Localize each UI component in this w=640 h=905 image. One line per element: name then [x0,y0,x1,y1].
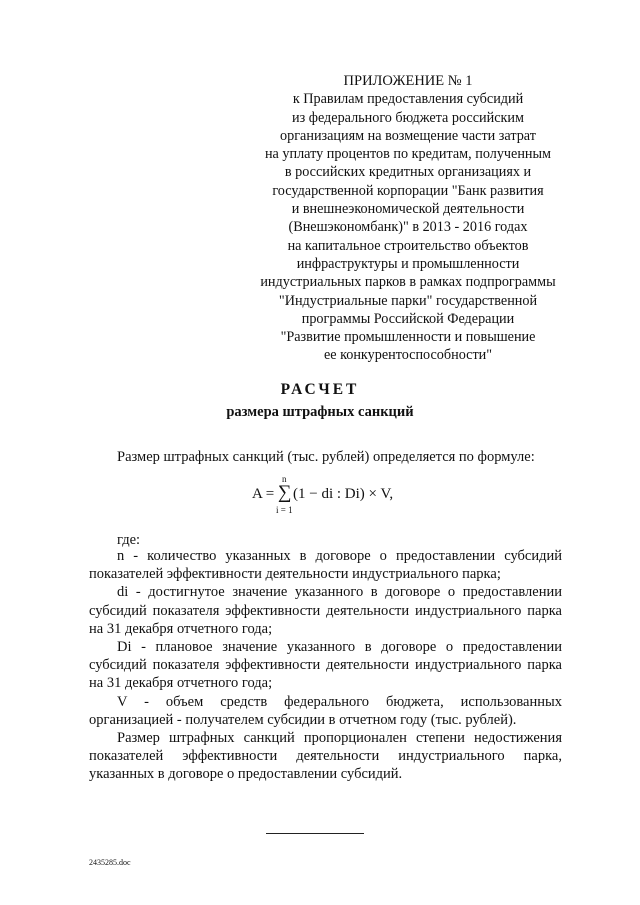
appendix-line: на уплату процентов по кредитам, полученным [264,146,552,163]
end-divider [266,833,364,834]
sum-upper-limit: n [282,474,287,484]
sum-symbol: ∑ [278,482,292,503]
formula-rhs: (1 − di : Di) × V, [293,486,394,502]
formula-lhs: A = [252,486,275,502]
appendix-line: организациям на возмещение части затрат [280,127,536,144]
definition-n: n - количество указанных в договоре о предоставлении субсидий показателей эффективности деятельности индустриального парка; [89,548,562,583]
document-subtitle: размера штрафных санкций [226,404,414,420]
appendix-line: государственной корпорации "Банк развития [272,182,544,199]
definition-Di: Di - плановое значение указанного в договоре о предоставлении субсидий показателя эффективности деятельности индустриального парка на 31 декабря отчетного года; [89,639,562,692]
appendix-line: в российских кредитных организациях и [284,164,532,181]
closing-paragraph: Размер штрафных санкций пропорционален степени недостижения показателей эффективности деятельности индустриального парка, указанных в договоре о предоставлении субсидий. [89,730,562,783]
appendix-line: инфраструктуры и промышленности [296,255,520,272]
appendix-line: и внешнеэкономической деятельности [291,201,525,218]
appendix-heading: ПРИЛОЖЕНИЕ № 1 [343,73,473,89]
file-name-footer: 2435285.doc [89,858,131,867]
formula-intro: Размер штрафных санкций (тыс. рублей) определяется по формуле: [117,449,535,465]
definition-di: di - достигнутое значение указанного в договоре о предоставлении субсидий показателя эффективности деятельности индустриального парка на 31 декабря отчетного года; [89,584,562,637]
document-title: РАСЧЕТ [280,381,360,398]
definitions-block [89,547,562,784]
appendix-line: на капитальное строительство объектов [287,237,529,254]
appendix-line: к Правилам предоставления субсидий [292,91,524,108]
appendix-line: (Внешэкономбанк)" в 2013 - 2016 годах [288,219,528,236]
appendix-line: ее конкурентоспособности" [323,347,493,364]
penalty-formula [252,476,452,520]
appendix-line: "Развитие промышленности и повышение [280,329,536,346]
appendix-line: программы Российской Федерации [301,310,515,327]
sum-lower-limit: i = 1 [276,505,293,515]
appendix-line: "Индустриальные парки" государственной [278,292,538,309]
where-label: где: [117,532,141,548]
definition-V: V - объем средств федерального бюджета, использованных организацией - получателем субсидии в отчетном году (тыс. рублей). [89,693,562,728]
appendix-line: индустриальных парков в рамках подпрограммы [260,274,556,291]
appendix-block [228,72,588,365]
appendix-line: из федерального бюджета российским [292,109,524,126]
